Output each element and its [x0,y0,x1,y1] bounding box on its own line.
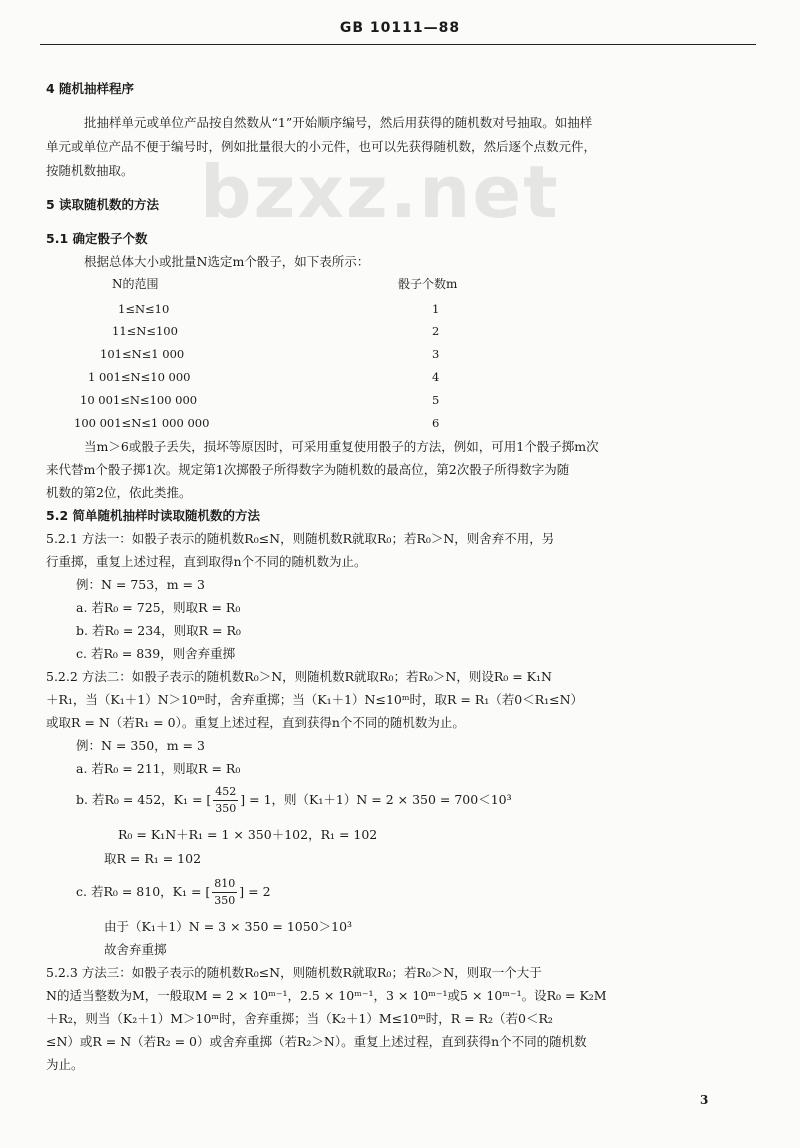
s521-line-2: 行重掷，重复上述过程，直到取得n个不同的随机数为止。 [46,554,367,569]
s521-case-b: b. 若R₀ = 234，则取R = R₀ [76,623,241,638]
s522-case-b-line-2: R₀ = K₁N＋R₁ = 1 × 350＋102，R₁ = 102 [118,827,378,842]
table-row-m: 2 [432,324,440,338]
s522-line-2: ＋R₁，当（K₁＋1）N＞10ᵐ时，舍弃重掷；当（K₁＋1）N≤10ᵐ时，取R = R₁（若0＜R₁≤N） [46,692,584,707]
s51-note-2: 来代替m个骰子掷1次。规定第1次掷骰子所得数字为随机数的最高位，第2次骰子所得数字为随 [46,462,570,477]
s4-line-2: 单元或单位产品不便于编号时，例如批量很大的小元件，也可以先获得随机数，然后逐个点数元件， [46,139,597,154]
s522-case-c-post: ] = 2 [239,883,271,899]
table-col-range-header: N的范围 [112,277,159,291]
s51-note-1: 当m＞6或骰子丢失，损坏等原因时，可采用重复使用骰子的方法，例如，可用1个骰子掷m次 [84,439,599,454]
section-5-title: 5 读取随机数的方法 [46,197,160,212]
section-4-title: 4 随机抽样程序 [46,81,135,96]
s522-case-b [76,784,512,817]
table-row-range: 1 001≤N≤10 000 [88,370,191,384]
s522-line-1: 5.2.2 方法二：如骰子表示的随机数R₀＞N，则随机数R就取R₀；若R₀＞N，则设R₀ = K₁N [46,669,552,684]
table-row-range: 1≤N≤10 [118,302,170,316]
s522-case-a: a. 若R₀ = 211，则取R = R₀ [76,761,241,776]
s523-line-2: N的适当整数为M，一般取M = 2 × 10ᵐ⁻¹，2.5 × 10ᵐ⁻¹，3 × 10ᵐ⁻¹或5 × 10ᵐ⁻¹。设R₀ = K₂M [46,988,607,1003]
s523-line-4: ≤N）或R = N（若R₂ = 0）或舍弃重掷（若R₂＞N）。重复上述过程，直到获得n个不同的随机数 [46,1034,587,1049]
table-row-m: 5 [432,393,440,407]
section-5-1-title: 5.1 确定骰子个数 [46,231,148,246]
s523-line-3: ＋R₂，则当（K₂＋1）M＞10ᵐ时，舍弃重掷；当（K₂＋1）M≤10ᵐ时，R = R₂（若0＜R₂ [46,1011,553,1026]
table-row-range: 11≤N≤100 [112,324,178,338]
fraction-denominator: 350 [214,893,236,907]
s522-case-c [76,876,271,909]
fraction-numerator: 810 [212,876,237,893]
s521-case-a: a. 若R₀ = 725，则取R = R₀ [76,600,241,615]
table-row-range: 100 001≤N≤1 000 000 [74,416,210,430]
s522-case-c-pre: c. 若R₀ = 810，K₁ = [ [76,883,211,899]
s522-example: 例：N = 350，m = 3 [76,738,205,753]
table-row-m: 4 [432,370,440,384]
s4-line-3: 按随机数抽取。 [46,163,134,178]
s521-line-1: 5.2.1 方法一：如骰子表示的随机数R₀≤N，则随机数R就取R₀；若R₀＞N，则舍弃不用，另 [46,531,555,546]
table-row-m: 1 [432,302,440,316]
standard-code-header: GB 10111—88 [339,20,461,36]
s522-case-b-line-3: 取R = R₁ = 102 [104,851,202,866]
s51-intro: 根据总体大小或批量N选定m个骰子，如下表所示： [84,254,370,269]
s522-case-c-line-3: 故舍弃重掷 [104,942,167,957]
table-col-dice-header: 骰子个数m [398,277,458,291]
s522-line-3: 或取R = N（若R₁ = 0）。重复上述过程，直到获得n个不同的随机数为止。 [46,715,465,730]
s4-line-1: 批抽样单元或单位产品按自然数从“1”开始顺序编号，然后用获得的随机数对号抽取。如抽样 [84,115,593,130]
fraction-numerator: 452 [213,784,238,801]
table-row-range: 101≤N≤1 000 [100,347,185,361]
fraction-denominator: 350 [215,801,237,815]
section-5-2-title: 5.2 简单随机抽样时读取随机数的方法 [46,508,260,523]
s521-case-c: c. 若R₀ = 839，则舍弃重掷 [76,646,236,661]
table-row-range: 10 001≤N≤100 000 [80,393,198,407]
s522-case-b-pre: b. 若R₀ = 452，K₁ = [ [76,791,212,807]
table-row-m: 3 [432,347,440,361]
table-row-m: 6 [432,416,440,430]
fraction [212,876,237,909]
s521-example: 例：N = 753，m = 3 [76,577,205,592]
header-rule [40,44,756,45]
s51-note-3: 机数的第2位，依此类推。 [46,485,192,500]
s523-line-5: 为止。 [46,1057,84,1072]
fraction [213,784,238,817]
page-number: 3 [700,1093,709,1107]
s522-case-b-post: ] = 1，则（K₁＋1）N = 2 × 350 = 700＜10³ [240,791,512,807]
s522-case-c-line-2: 由于（K₁＋1）N = 3 × 350 = 1050＞10³ [104,919,353,934]
watermark: bzxz.net [200,150,560,234]
s523-line-1: 5.2.3 方法三：如骰子表示的随机数R₀≤N，则随机数R就取R₀；若R₀＞N，则取一个大于 [46,965,542,980]
